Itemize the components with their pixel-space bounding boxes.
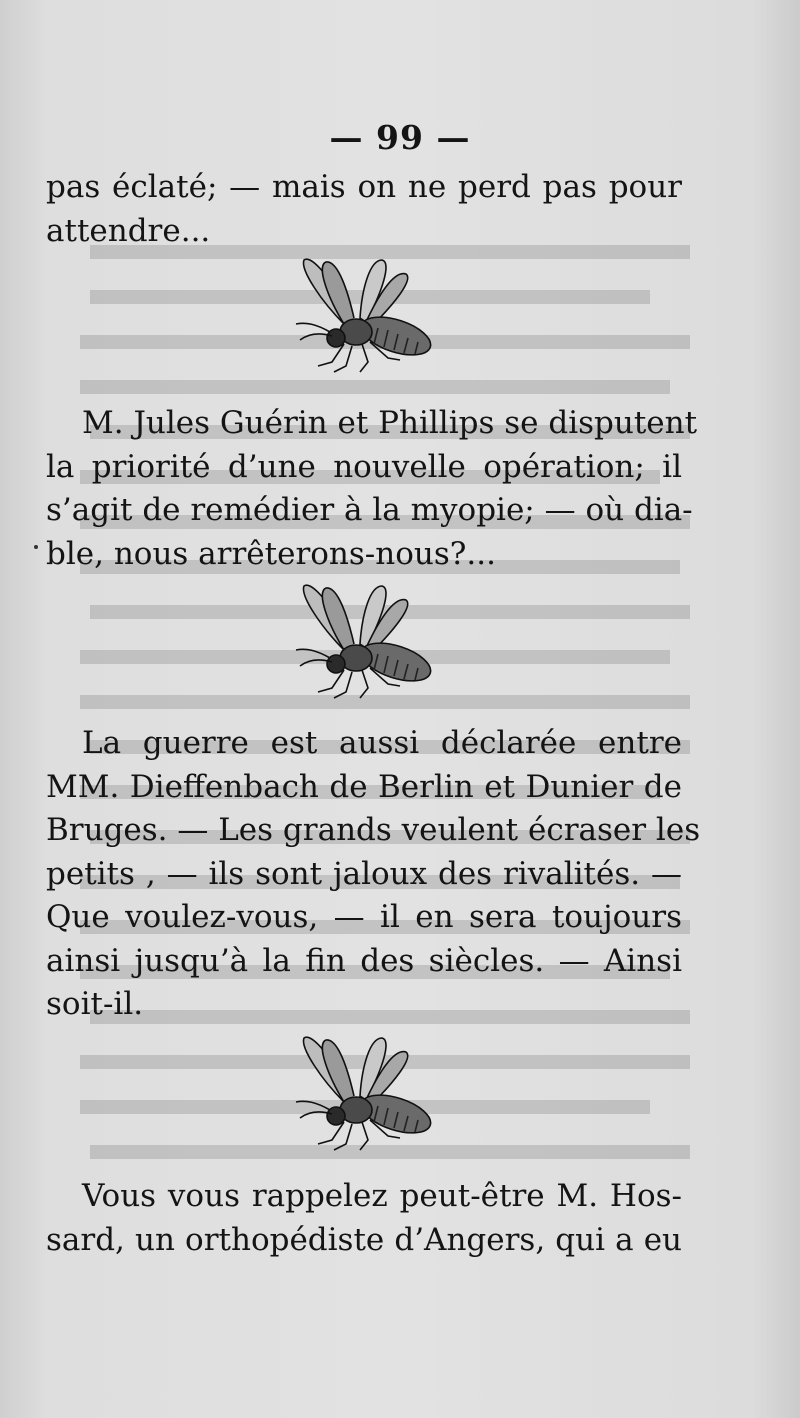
text-line: s’agit de remédier à la myopie; — où dia- <box>46 492 693 528</box>
text-line: Que voulez-vous, — il en sera toujours <box>46 899 682 935</box>
text-line: Bruges. — Les grands veulent écraser les <box>46 812 701 848</box>
margin-speck <box>34 545 38 549</box>
text-line: La guerre est aussi déclarée entre <box>82 725 682 761</box>
text-line: sard, un orthopédiste d’Angers, qui a eu <box>46 1221 682 1258</box>
paragraph-4 <box>46 1175 682 1262</box>
text-line: pas éclaté; — mais on ne perd pas pour <box>46 169 682 205</box>
text-line: petits , — ils sont jaloux des rivalités. — <box>46 855 682 892</box>
text-line: ble, nous arrêterons-nous?... <box>46 535 496 572</box>
text-line: soit-il. <box>46 986 144 1022</box>
text-line: Vous vous rappelez peut-être M. Hos- <box>82 1178 682 1214</box>
paragraph-1 <box>46 166 682 253</box>
bee-icon <box>282 252 442 382</box>
text-line: attendre... <box>46 212 211 249</box>
text-line: MM. Dieffenbach de Berlin et Dunier de <box>46 768 682 805</box>
paragraph-3 <box>46 722 701 1027</box>
text-line: la priorité d’une nouvelle opération; il <box>46 448 682 485</box>
text-line: M. Jules Guérin et Phillips se disputent <box>82 405 698 441</box>
bee-icon <box>282 1030 442 1160</box>
text-line: ainsi jusqu’à la fin des siècles. — Ainsi <box>46 942 682 979</box>
bee-icon <box>282 578 442 708</box>
page-number: — 99 — <box>329 118 471 157</box>
paragraph-2 <box>46 402 698 576</box>
